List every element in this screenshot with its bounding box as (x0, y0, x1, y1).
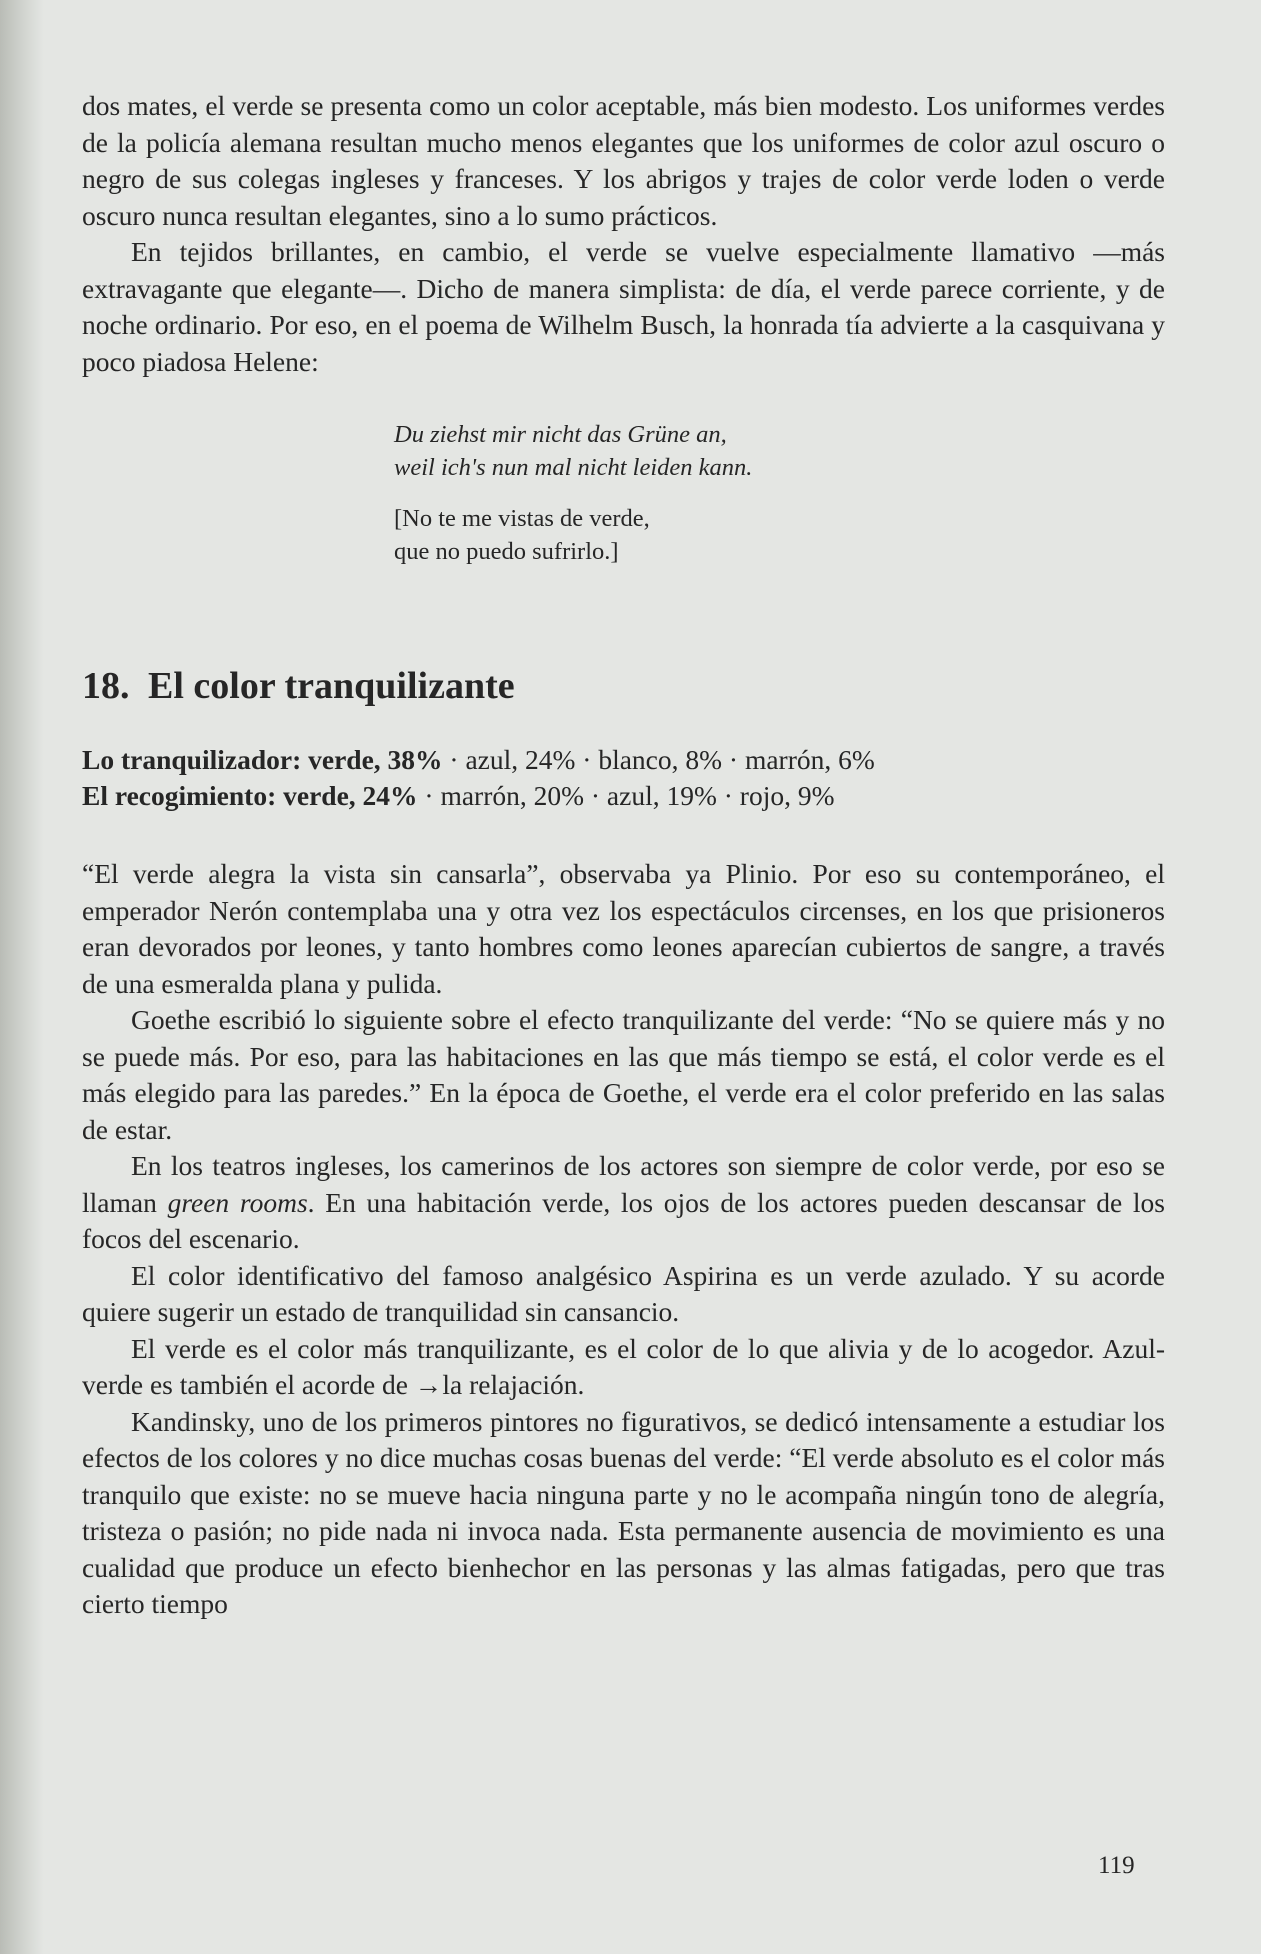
stats-label: Lo tranquilizador: verde, 38% (82, 744, 443, 775)
poem-german (394, 418, 1165, 484)
intro-paragraph-2: En tejidos brillantes, en cambio, el verde se vuelve especialmente llamativo —más extravagante que elegante—. Dicho de manera simplista: de día, el verde parece corriente, y de noche ordinario. Por eso, en el poema de Wilhelm Busch, la honrada tía advierte a la casquivana y poco piadosa Helene: (82, 236, 1165, 377)
body-paragraph-3 (82, 1148, 1165, 1258)
poem-line: Du ziehst mir nicht das Grüne an, (394, 421, 727, 448)
body-paragraph-5: El verde es el color más tranquilizante, es el color de lo que alivia y de lo acogedor. Azul-verde es también el acorde de →la relajación. (82, 1332, 1165, 1400)
intro-paragraph-1: dos mates, el verde se presenta como un color aceptable, más bien modesto. Los uniformes verdes de la policía alemana resultan mucho menos elegantes que los uniformes de color azul oscuro o negro de sus colegas ingleses y franceses. Y los abrigos y trajes de color verde loden o verde oscuro nunca resultan elegantes, sino a lo sumo prácticos. (82, 90, 1165, 231)
stats-values: · azul, 24% · blanco, 8% · marrón, 6% (442, 744, 875, 775)
page-number: 119 (1098, 1852, 1135, 1879)
italic-term: green rooms (167, 1186, 308, 1218)
body-text: . En una habitación verde, los ojos de los actores pueden descansar de los focos del escenario. (82, 1186, 1165, 1254)
body-text: En los teatros ingleses, los camerinos de los actores son siempre de color verde, por eso se llaman (82, 1150, 1165, 1218)
stats-row (82, 742, 1165, 778)
stats-label: El recogimiento: verde, 24% (82, 780, 418, 811)
poem-quote (394, 418, 1165, 568)
poem-line: que no puedo sufrirlo.] (394, 538, 619, 565)
section-body (82, 856, 1165, 1623)
stats-row (82, 778, 1165, 814)
body-paragraph-2: Goethe escribió lo siguiente sobre el efecto tranquilizante del verde: “No se quiere más y no se puede más. Por eso, para las habitaciones en las que más tiempo se está, el color verde es el más elegido para las paredes.” En la época de Goethe, el verde era el color preferido en las salas de estar. (82, 1004, 1165, 1145)
poem-spanish-translation (394, 502, 1165, 568)
body-paragraph-6: Kandinsky, uno de los primeros pintores no figurativos, se dedicó intensamente a estudiar los efectos de los colores y no dice muchas cosas buenas del verde: “El verde absoluto es el color más tranquilo que existe: no se mueve hacia ninguna parte y no le acompaña ningún tono de alegría, tristeza o pasión; no pide nada ni invoca nada. Esta permanente ausencia de movimiento es una cualidad que produce un efecto bienhechor en las personas y las almas fatigadas, pero que tras cierto tiempo (82, 1405, 1165, 1619)
book-page (82, 88, 1165, 1623)
body-paragraph-1: “El verde alegra la vista sin cansarla”, observaba ya Plinio. Por eso su contemporáneo, el emperador Nerón contemplaba una y otra vez los espectáculos circenses, en los que prisioneros eran devorados por leones, y tanto hombres como leones aparecían cubiertos de sangre, a través de una esmeralda plana y pulida. (82, 858, 1165, 999)
body-paragraph-4: El color identificativo del famoso analgésico Aspirina es un verde azulado. Y su acorde quiere sugerir un estado de tranquilidad sin cansancio. (82, 1259, 1165, 1327)
section-title: El color tranquilizante (148, 665, 515, 707)
stats-values: · marrón, 20% · azul, 19% · rojo, 9% (417, 780, 835, 811)
book-binding-shadow (0, 0, 44, 1954)
section-heading (82, 664, 1165, 708)
survey-stats (82, 742, 1165, 814)
poem-line: weil ich's nun mal nicht leiden kann. (394, 454, 753, 481)
section-number: 18. (82, 665, 130, 707)
poem-line: [No te me vistas de verde, (394, 505, 650, 532)
